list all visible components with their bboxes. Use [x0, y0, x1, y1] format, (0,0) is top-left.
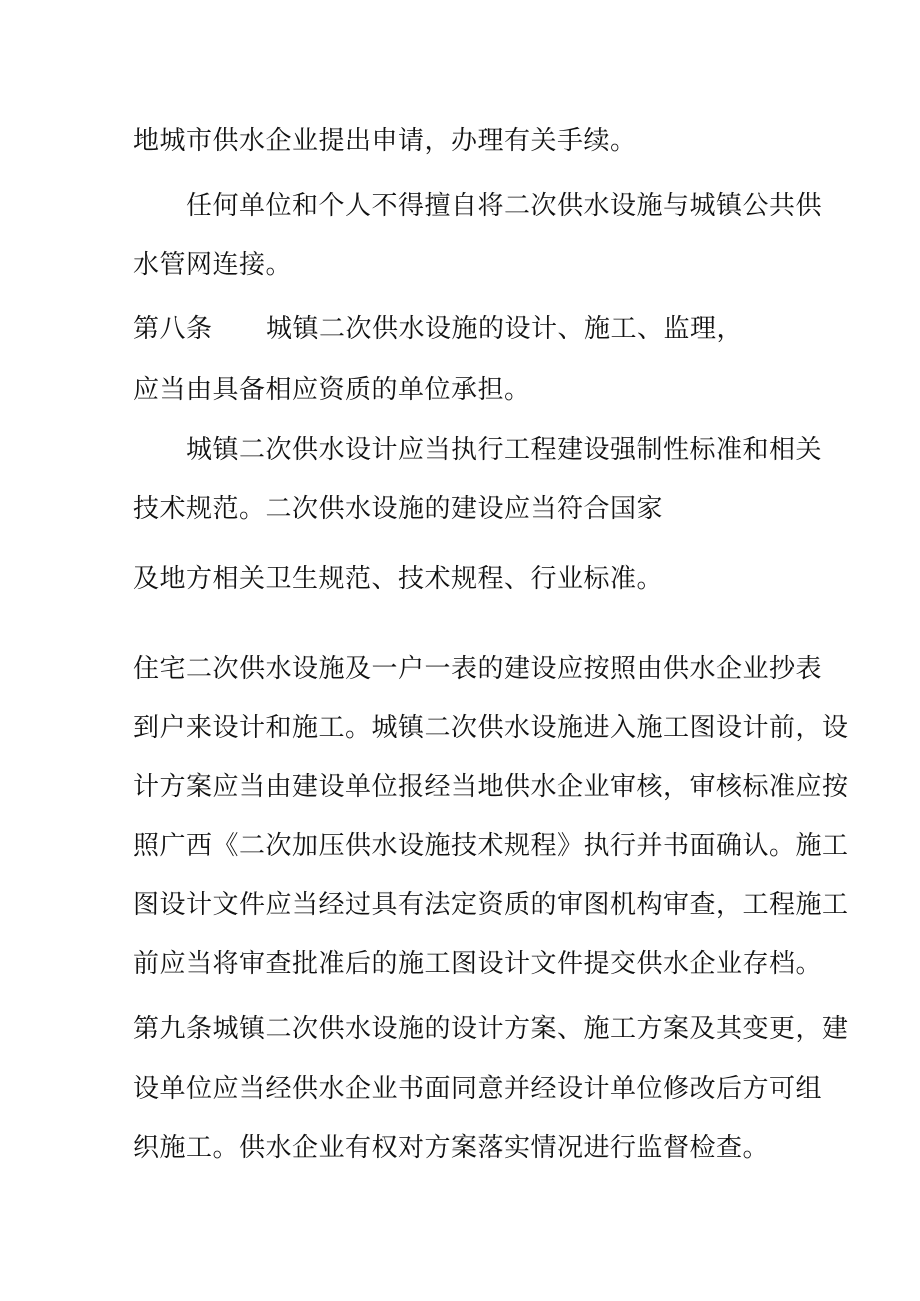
- text-line: 织施工。供水企业有权对方案落实情况进行监督检查。: [133, 1133, 770, 1163]
- text-line: 计方案应当由建设单位报经当地供水企业审核，审核标准应按: [133, 772, 849, 802]
- text-line: 水管网连接。: [133, 250, 293, 280]
- article-8-heading: [133, 312, 743, 346]
- text-line: 住宅二次供水设施及一户一表的建设应按照由供水企业抄表: [133, 654, 823, 684]
- text-line: 到户来设计和施工。城镇二次供水设施进入施工图设计前，设: [133, 713, 849, 743]
- text-line: 任何单位和个人不得擅自将二次供水设施与城镇公共供: [186, 191, 823, 221]
- text-line: 图设计文件应当经过具有法定资质的审图机构审查，工程施工: [133, 890, 849, 920]
- text-line: 照广西《二次加压供水设施技术规程》执行并书面确认。施工: [133, 831, 849, 861]
- text-line: 及地方相关卫生规范、技术规程、行业标准。: [133, 564, 664, 594]
- text-line: 设单位应当经供水企业书面同意并经设计单位修改后方可组: [133, 1074, 823, 1104]
- text-line: 应当由具备相应资质的单位承担。: [133, 375, 531, 405]
- text-line: 第九条城镇二次供水设施的设计方案、施工方案及其变更，建: [133, 1014, 849, 1044]
- text-line: 城镇二次供水设计应当执行工程建设强制性标准和相关: [186, 435, 823, 465]
- text-line: 技术规范。二次供水设施的建设应当符合国家: [133, 494, 664, 524]
- text-line: 前应当将审查批准后的施工图设计文件提交供水企业存档。: [133, 949, 823, 979]
- text-line: 城镇二次供水设施的设计、施工、监理，: [266, 314, 744, 344]
- article-number: 第八条: [133, 314, 213, 344]
- text-line: 地城市供水企业提出申请，办理有关手续。: [133, 126, 637, 156]
